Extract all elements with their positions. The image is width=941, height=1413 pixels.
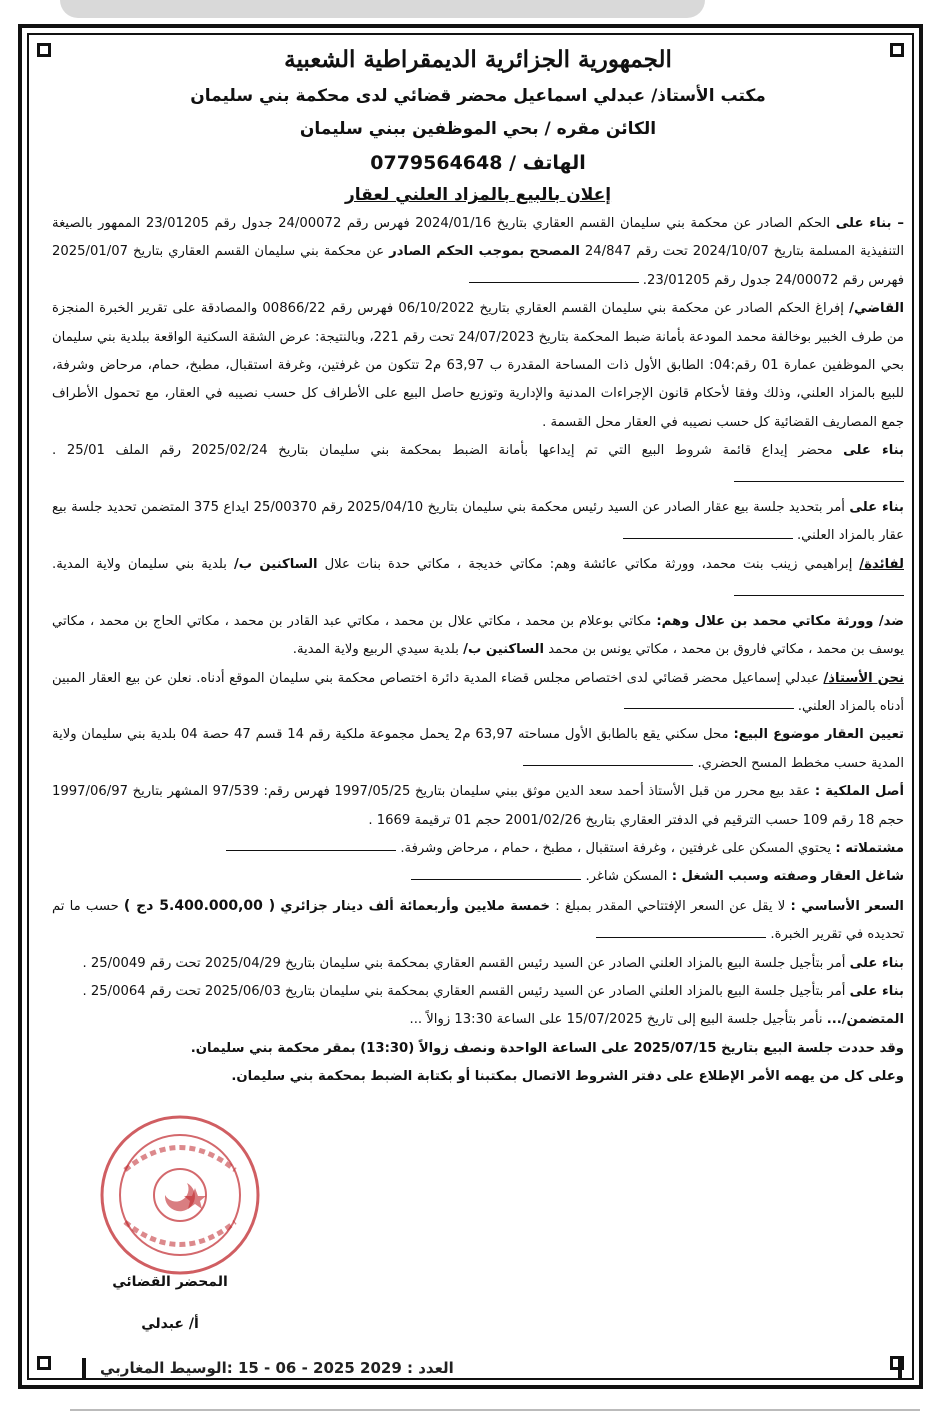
official-seal	[95, 1110, 265, 1280]
para-text: بلدية بني سليمان ولاية المدية.	[52, 556, 227, 572]
para-lead: بناء على	[849, 500, 904, 516]
signature-name: أ/ عبدلي	[141, 1316, 199, 1332]
para-text: مكاتي بوعلام بن محمد ، مكاتي علال بن محمد ، مكاتي عبد القادر بن محمد ، مكاتي الحاج بن محمد ، مكاتي يوسف بن محمد ، مكاتي فاروق بن محمد ، مكاتي يونس بن محمد	[52, 613, 904, 658]
para-lead: مشتملاته :	[835, 840, 904, 856]
para-lead: بناء على	[849, 983, 904, 999]
para-bold: خمسة ملايين وأربعمائة ألف دينار جزائري	[280, 898, 551, 914]
para-text: حسب ما تم تحديده في تقرير الخبرة.	[52, 898, 904, 943]
address-line: الكائن مقره / بحي الموظفين ببني سليمان	[299, 119, 657, 139]
fill-line	[469, 276, 639, 283]
corner-ornament	[34, 40, 54, 60]
fill-line	[734, 475, 904, 482]
para-text: محل سكني يقع بالطابق الأول مساحته 63,97 م2 يحمل مجموعة ملكية رقم 14 قسم 47 حصة 04 بلدية بني سليمان ولاية المدية حسب مخطط المسح الحضري.	[52, 727, 904, 771]
notice-body	[52, 40, 904, 1092]
footer-text: العدد : 2029 2025 - 06 - 15 :الوسيط المغاربي	[100, 1359, 454, 1377]
para-text: لا يقل عن السعر الإفتتاحي المقدر بمبلغ :	[555, 898, 786, 914]
paragraph-conditions	[52, 437, 904, 494]
paragraph-postpone-1	[52, 950, 904, 978]
para-text: إبراهيمي زينب بنت محمد، وورثة مكاتي عائشة وهم: مكاتي خديجة ، مكاتي حدة بنات علال	[324, 556, 853, 572]
para-text: عن محكمة بني سليمان القسم العقاري بتاريخ 2025/01/07 فهرس رقم 24/00072 جدول رقم 23/01205.	[52, 244, 904, 288]
fill-line	[226, 844, 396, 851]
para-lead: ضد/ وورثة مكاتي محمد بن علال وهم:	[656, 613, 905, 629]
para-bold: الساكنين ب/	[233, 556, 318, 572]
fill-line	[596, 931, 766, 938]
para-lead: بناء على	[843, 443, 904, 459]
paragraph-postpone-2	[52, 978, 904, 1006]
para-lead: المتضمن/...	[826, 1012, 904, 1028]
para-lead: – بناء على	[835, 216, 904, 231]
paragraph-contact: وعلى كل من يهمه الأمر الإطلاع على دفتر الشروط الاتصال بمكتبنا أو بكتابة الضبط بمحكمة بني سليمان.	[231, 1069, 904, 1085]
para-text: عقد بيع محرر من قبل الأستاذ أحمد سعد الدين موثق ببني سليمان بتاريخ 1997/05/25 فهرس رقم: 97/539 المشهر بتاريخ 1997/06/97 حجم 18 رقم 109 حسب الترقيم في الدفتر العقاري بتاريخ 2001/02/26 حجم 01 ترقيمة 1669 .	[52, 784, 904, 828]
top-tab-bar	[60, 0, 705, 18]
para-text: أمر بتحديد جلسة بيع عقار الصادر عن السيد رئيس محكمة بني سليمان بتاريخ 2025/04/10 رقم 25/00370 ايداع 375 المتضمن تحديد جلسة بيع عقار بالمزاد العلني.	[52, 500, 904, 544]
notice-title: إعلان بالبيع بالمزاد العلني لعقار	[344, 185, 612, 205]
para-lead: لفائدة/	[859, 556, 904, 572]
para-bold: الساكنين ب/	[463, 642, 544, 658]
footer-bar-left	[82, 1358, 86, 1378]
para-lead: بناء على	[849, 955, 904, 971]
signature-role: المحضر القضائي	[112, 1274, 228, 1290]
phone-label: الهاتف /	[509, 152, 586, 174]
fill-line	[623, 532, 793, 539]
paragraph-ruling	[52, 295, 904, 437]
para-text: المسكن شاغر.	[585, 869, 668, 885]
paragraph-judgment	[52, 210, 904, 295]
newspaper-footer	[60, 1352, 920, 1384]
signature-block	[85, 1268, 255, 1338]
paragraph-beneficiaries	[52, 551, 904, 608]
fill-line	[523, 759, 693, 766]
para-lead: السعر الأساسي :	[790, 898, 904, 914]
para-lead: القاضي/	[849, 301, 904, 317]
para-lead: نحن الأستاذ/	[823, 670, 904, 686]
paragraph-contents	[52, 835, 904, 863]
para-text: عبدلي إسماعيل محضر قضائي لدى اختصاص مجلس قضاء المدية دائرة اختصاص محكمة بني سليمان الموقع أدناه. نعلن عن بيع العقار المبين أدناه بالمزاد العلني.	[52, 670, 904, 714]
para-text: الحكم الصادر عن محكمة بني سليمان القسم العقاري بتاريخ 2024/01/16 فهرس رقم 24/00072 جدول رقم 23/01205 الممهور بالصيغة التنفيذية المسلمة بتاريخ 2024/10/07 تحت رقم 24/847	[52, 216, 904, 260]
para-text: محضر إيداع قائمة شروط البيع التي تم إيداعها بأمانة الضبط بمحكمة بني سليمان بتاريخ 2025/02/24 رقم الملف 25/01 .	[52, 443, 833, 459]
price-amount: ( 5.400.000,00 دج )	[123, 897, 276, 914]
paragraph-property	[52, 721, 904, 778]
para-text: نأمر بتأجيل جلسة البيع إلى تاريخ 15/07/2025 على الساعة 13:30 زوالاً ...	[409, 1012, 823, 1028]
para-lead: أصل الملكية :	[814, 784, 904, 800]
paragraph-defendants	[52, 608, 904, 665]
republic-heading: الجمهورية الجزائرية الديمقراطية الشعبية	[284, 46, 672, 73]
fill-line	[624, 702, 794, 709]
phone-line	[52, 146, 904, 180]
paragraph-session-order	[52, 494, 904, 551]
paragraph-containing	[52, 1006, 904, 1034]
para-bold: المصحح بموجب الحكم الصادر	[389, 244, 580, 260]
para-text: إفراغ الحكم الصادر عن محكمة بني سليمان القسم العقاري بتاريخ 06/10/2022 فهرس رقم 00866/22 والمصادقة على تقرير الخبرة المنجزة من طرف الخبير بوخالفة محمد المودعة بأمانة ضبط المحكمة بتاريخ 24/07/2023 تحت رقم 221، وبالنتيجة: عرض الشقة السكنية الواقعة ببلدية بني سليمان بحي الموظفين عمارة 01 رقم:04: الطابق الأول ذات المساحة المقدرة ب 63,97 م2 تتكون من غرفتين، وغرفة استقبال، مطبخ، حمام، مرحاض وشرفة، للبيع بالمزاد العلني، وذلك وفقا لأحكام قانون الإجراءات المدنية والإدارية وتوزيع حاصل البيع على الأطراف كل حسب نصيبه في العقار، مع تحمول الأطراف جمع المصاريف القضائية كل حسب نصيبه في العقار محل القسمة .	[52, 301, 905, 430]
fill-line	[734, 589, 904, 596]
para-lead: تعيين العقار موضوع البيع:	[733, 727, 905, 743]
bottom-rule	[70, 1409, 920, 1411]
para-text: أمر بتأجيل جلسة البيع بالمزاد العلني الصادر عن السيد رئيس القسم العقاري بمحكمة بني سليمان بتاريخ 2025/06/03 تحت رقم 25/0064 .	[82, 983, 846, 999]
paragraph-bailiff	[52, 665, 904, 722]
paragraph-price	[52, 892, 904, 950]
paragraph-ownership	[52, 778, 904, 835]
para-text: بلدية سيدي الربيع ولاية المدية.	[292, 642, 459, 658]
paragraph-session-date: وقد حددت جلسة البيع بتاريخ 2025/07/15 على الساعة الواحدة ونصف زوالاً (13:30) بمقر محكمة بني سليمان.	[190, 1040, 904, 1056]
fill-line	[411, 873, 581, 880]
para-text: أمر بتأجيل جلسة البيع بالمزاد العلني الصادر عن السيد رئيس القسم العقاري بمحكمة بني سليمان بتاريخ 2025/04/29 تحت رقم 25/0049 .	[82, 955, 846, 971]
footer-bar-right	[898, 1358, 902, 1378]
corner-ornament	[34, 1353, 54, 1373]
para-text: يحتوي المسكن على غرفتين ، وغرفة استقبال ، مطبخ ، حمام ، مرحاض وشرفة.	[400, 840, 832, 856]
para-lead: شاغل العقار وصفته وسبب الشغل :	[671, 869, 904, 885]
paragraph-occupant	[52, 863, 904, 891]
office-line: مكتب الأستاذ/ عبدلي اسماعيل محضر قضائي لدى محكمة بني سليمان	[190, 86, 766, 106]
phone-number: 0779564648	[370, 152, 503, 174]
